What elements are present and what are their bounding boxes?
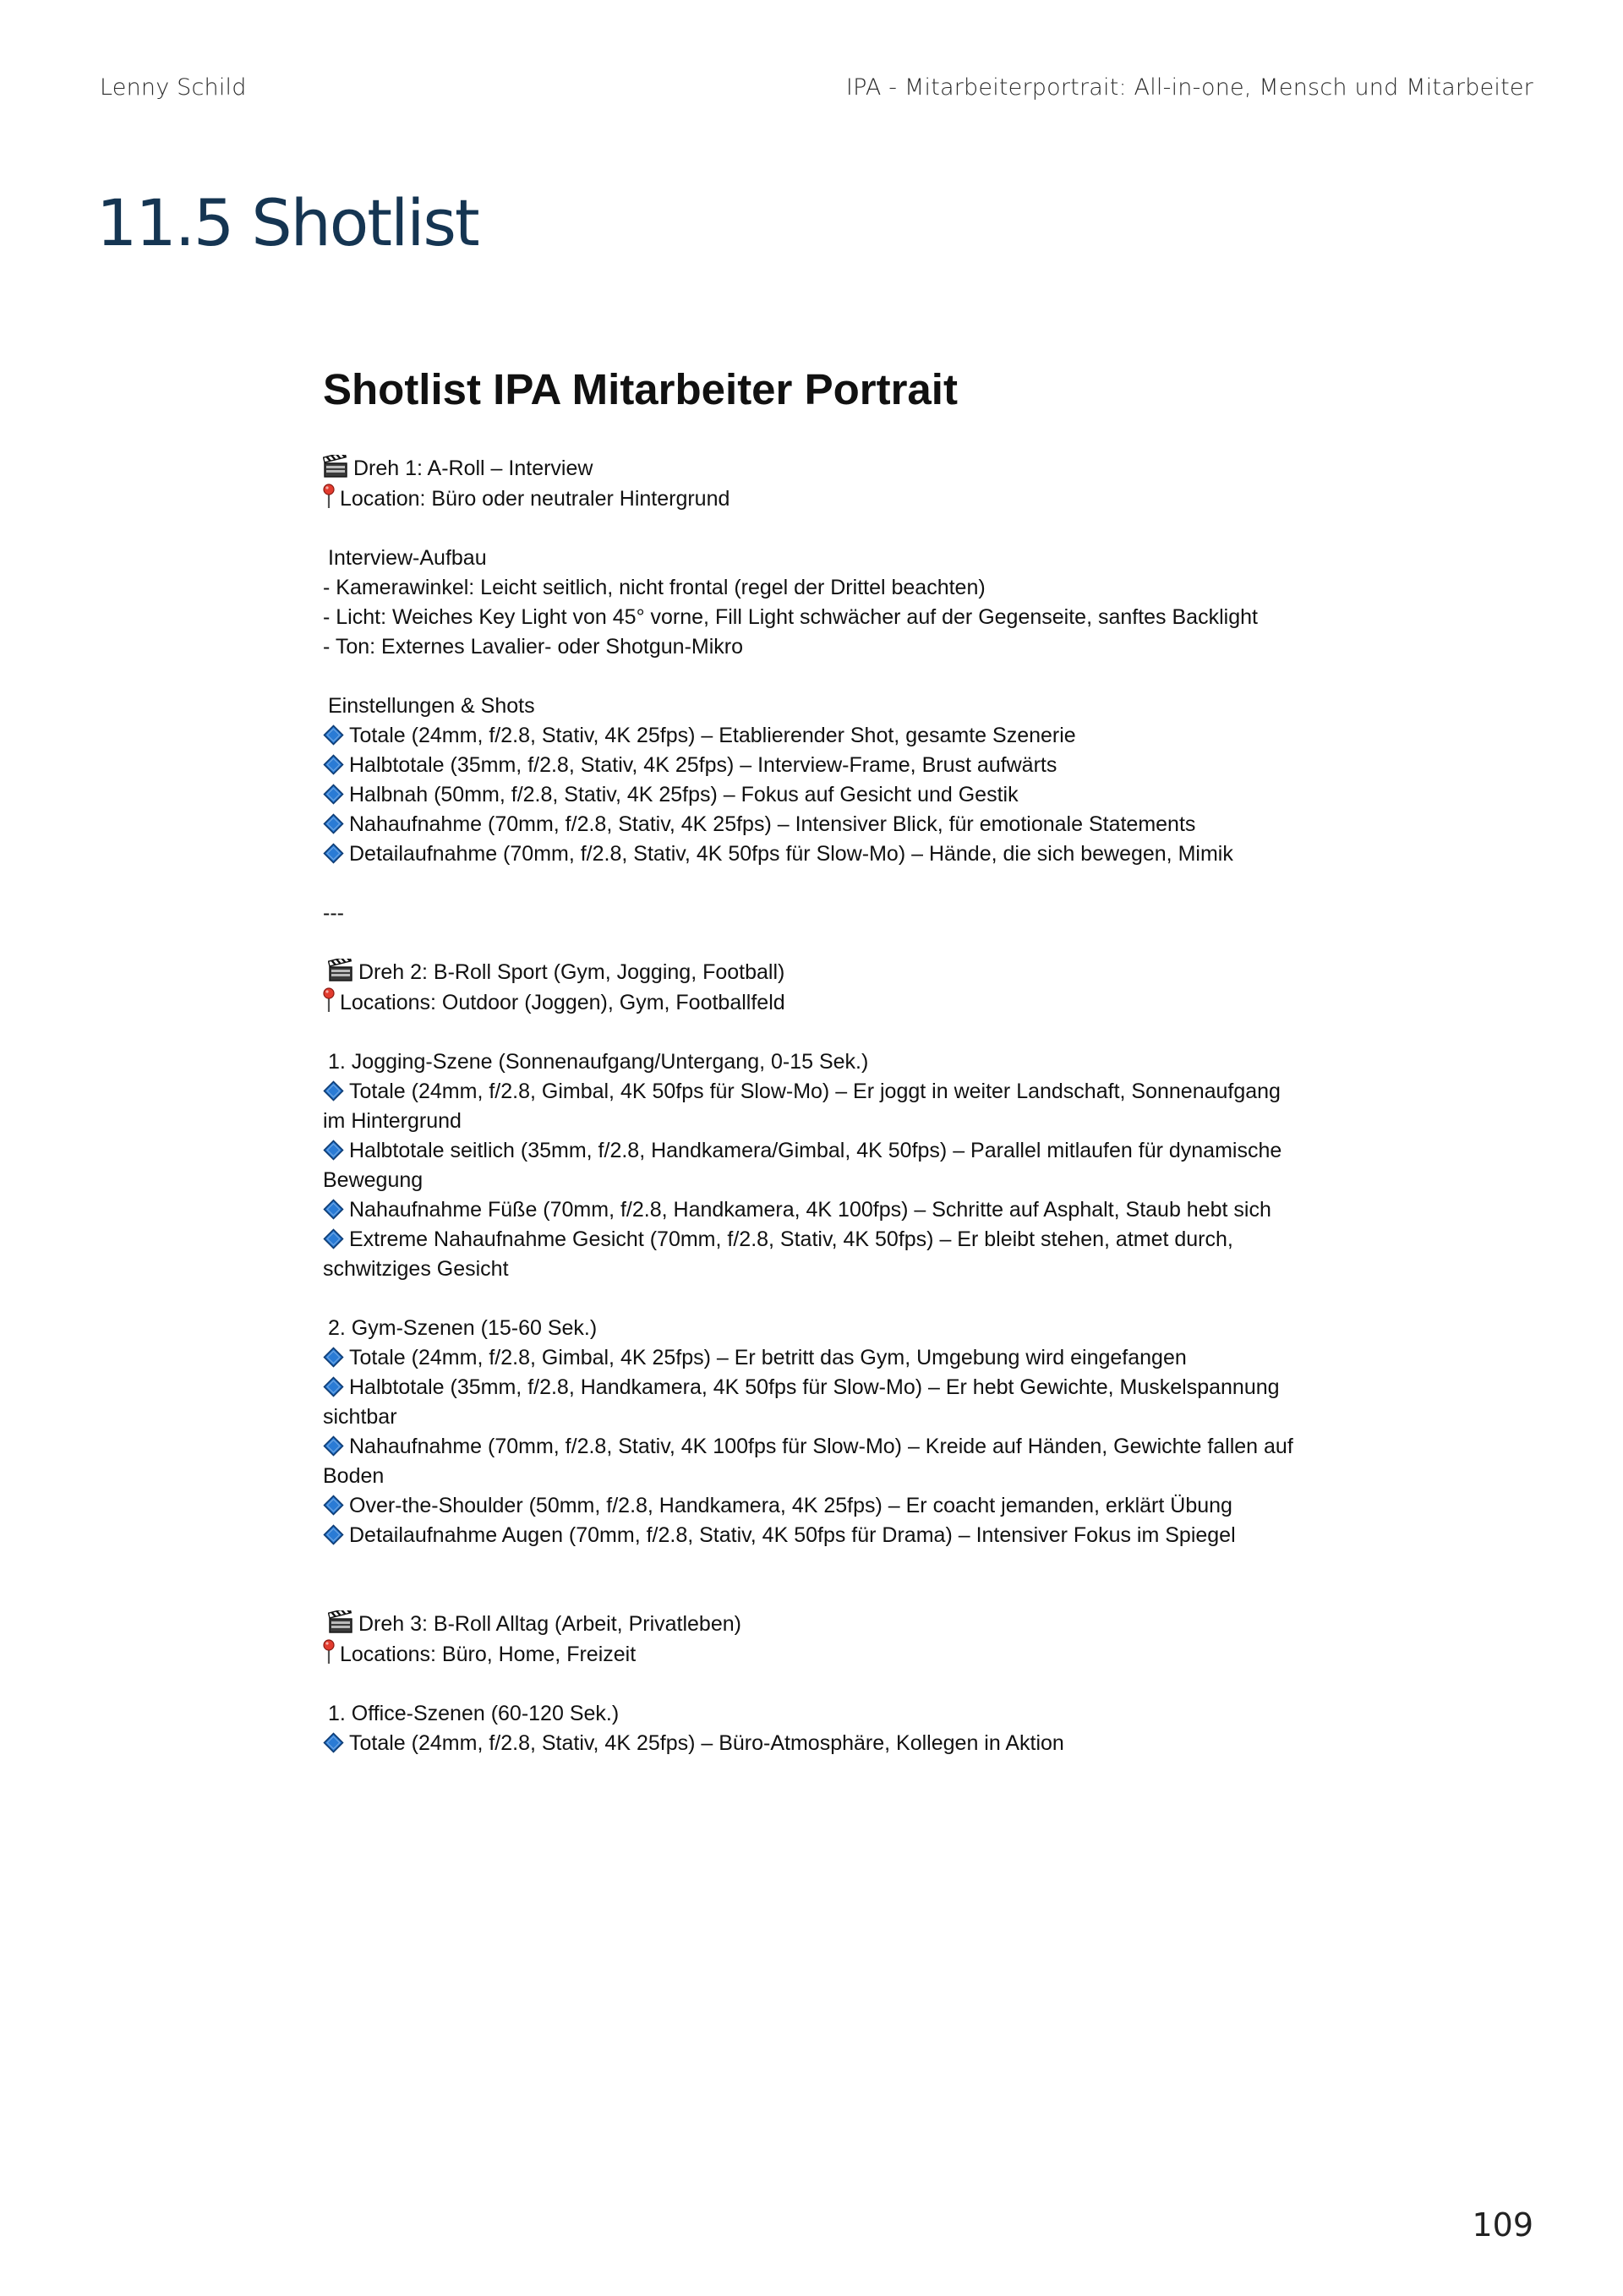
dreh2-location: Locations: Outdoor (Joggen), Gym, Footballfeld [340, 991, 785, 1015]
shot-text-continued: Boden [323, 1464, 385, 1489]
shot-text: Totale (24mm, f/2.8, Stativ, 4K 25fps) – Etablierender Shot, gesamte Szenerie [349, 724, 1076, 748]
jogging-heading: 1. Jogging-Szene (Sonnenaufgang/Untergang, 0-15 Sek.) [328, 1050, 869, 1074]
shotlist-title: Shotlist IPA Mitarbeiter Portrait [323, 365, 958, 413]
shot-text: Extreme Nahaufnahme Gesicht (70mm, f/2.8, Stativ, 4K 50fps) – Er bleibt stehen, atmet durch, [349, 1227, 1233, 1252]
shot-text: Nahaufnahme (70mm, f/2.8, Stativ, 4K 100fps für Slow-Mo) – Kreide auf Händen, Gewichte fallen auf [349, 1435, 1293, 1459]
dreh1-aufbau-item: - Licht: Weiches Key Light von 45° vorne, Fill Light schwächer auf der Gegenseite, sanftes Backlight [323, 605, 1258, 630]
clapperboard-icon [328, 1610, 353, 1634]
shot-item [323, 1136, 1371, 1166]
blue-diamond-icon [323, 1228, 344, 1249]
dreh2-location-line [323, 987, 1371, 1018]
shot-item [323, 1195, 1371, 1225]
shot-text-continued: sichtbar [323, 1405, 397, 1430]
header-document-title: IPA - Mitarbeiterportrait: All-in-one, Mensch und Mitarbeiter [845, 74, 1533, 101]
blue-diamond-icon [323, 1524, 344, 1545]
dreh1-heading: Dreh 1: A-Roll – Interview [353, 456, 593, 481]
shot-item [323, 721, 1371, 751]
shot-item [323, 1491, 1371, 1521]
blue-diamond-icon [323, 1140, 344, 1161]
shot-text: Totale (24mm, f/2.8, Stativ, 4K 25fps) – Büro-Atmosphäre, Kollegen in Aktion [349, 1731, 1064, 1756]
round-pushpin-icon [323, 484, 335, 509]
blue-diamond-icon [323, 1495, 344, 1516]
blue-diamond-icon [323, 754, 344, 775]
blue-diamond-icon [323, 813, 344, 834]
shot-item [323, 1077, 1371, 1107]
blue-diamond-icon [323, 784, 344, 805]
running-header [100, 74, 1533, 108]
shot-item [323, 810, 1371, 839]
shot-text: Detailaufnahme (70mm, f/2.8, Stativ, 4K 50fps für Slow-Mo) – Hände, die sich bewegen, Mimik [349, 842, 1233, 866]
shot-text: Nahaufnahme Füße (70mm, f/2.8, Handkamera, 4K 100fps) – Schritte auf Asphalt, Staub hebt sich [349, 1198, 1271, 1222]
shot-item [323, 1729, 1371, 1758]
blue-diamond-icon [323, 1732, 344, 1753]
shot-text: Nahaufnahme (70mm, f/2.8, Stativ, 4K 25fps) – Intensiver Blick, für emotionale Statements [349, 812, 1196, 837]
shot-item [323, 839, 1371, 869]
header-author: Lenny Schild [100, 74, 247, 101]
dreh1-location: Location: Büro oder neutraler Hintergrund [340, 487, 730, 511]
blue-diamond-icon [323, 1435, 344, 1457]
shot-text-continued: schwitziges Gesicht [323, 1257, 509, 1282]
shot-item [323, 780, 1371, 810]
shot-text-continued: Bewegung [323, 1168, 424, 1193]
shot-text: Totale (24mm, f/2.8, Gimbal, 4K 50fps für Slow-Mo) – Er joggt in weiter Landschaft, Sonnenaufgang [349, 1080, 1281, 1104]
round-pushpin-icon [323, 987, 335, 1013]
dreh1-shots-heading: Einstellungen & Shots [328, 694, 535, 719]
shot-item [323, 751, 1371, 780]
round-pushpin-icon [323, 1639, 335, 1665]
shot-item [323, 1225, 1371, 1255]
blue-diamond-icon [323, 1376, 344, 1397]
blue-diamond-icon [323, 724, 344, 746]
shot-text: Totale (24mm, f/2.8, Gimbal, 4K 25fps) – Er betritt das Gym, Umgebung wird eingefangen [349, 1346, 1187, 1370]
shotlist-document [323, 364, 1371, 1758]
dreh1-aufbau-heading: Interview-Aufbau [328, 546, 487, 571]
shot-text: Halbtotale seitlich (35mm, f/2.8, Handkamera/Gimbal, 4K 50fps) – Parallel mitlaufen für dynamische [349, 1139, 1282, 1163]
shot-item [323, 1343, 1371, 1373]
separator: --- [323, 901, 344, 926]
dreh1-aufbau-item: - Kamerawinkel: Leicht seitlich, nicht frontal (regel der Drittel beachten) [323, 576, 986, 600]
gym-heading: 2. Gym-Szenen (15-60 Sek.) [328, 1316, 598, 1341]
dreh3-location: Locations: Büro, Home, Freizeit [340, 1643, 637, 1667]
dreh1-location-line [323, 484, 1371, 514]
dreh1-aufbau-item: - Ton: Externes Lavalier- oder Shotgun-Mikro [323, 635, 743, 659]
shot-item [323, 1432, 1371, 1462]
blue-diamond-icon [323, 1347, 344, 1368]
blue-diamond-icon [323, 1199, 344, 1220]
dreh2-heading: Dreh 2: B-Roll Sport (Gym, Jogging, Football) [358, 960, 785, 985]
shot-text-continued: im Hintergrund [323, 1109, 462, 1134]
shot-text: Halbtotale (35mm, f/2.8, Stativ, 4K 25fps) – Interview-Frame, Brust aufwärts [349, 753, 1057, 778]
shot-text: Halbtotale (35mm, f/2.8, Handkamera, 4K 50fps für Slow-Mo) – Er hebt Gewichte, Muskelspannung [349, 1375, 1280, 1400]
dreh1-heading-line [323, 454, 1371, 484]
shot-text: Halbnah (50mm, f/2.8, Stativ, 4K 25fps) – Fokus auf Gesicht und Gestik [349, 783, 1019, 807]
dreh3-heading-line [323, 1610, 1371, 1639]
shot-text: Over-the-Shoulder (50mm, f/2.8, Handkamera, 4K 25fps) – Er coacht jemanden, erklärt Übung [349, 1494, 1232, 1518]
blue-diamond-icon [323, 843, 344, 864]
dreh2-heading-line [323, 958, 1371, 987]
page-number: 109 [1472, 2206, 1533, 2244]
shot-item [323, 1373, 1371, 1402]
clapperboard-icon [328, 959, 353, 982]
blue-diamond-icon [323, 1080, 344, 1102]
office-heading: 1. Office-Szenen (60-120 Sek.) [328, 1702, 620, 1726]
clapperboard-icon [323, 455, 348, 478]
shot-text: Detailaufnahme Augen (70mm, f/2.8, Stativ, 4K 50fps für Drama) – Intensiver Fokus im Spiegel [349, 1523, 1236, 1548]
shot-item [323, 1521, 1371, 1550]
chapter-title: 11.5 Shotlist [96, 185, 478, 260]
dreh3-heading: Dreh 3: B-Roll Alltag (Arbeit, Privatleben) [358, 1612, 741, 1637]
dreh3-location-line [323, 1639, 1371, 1670]
